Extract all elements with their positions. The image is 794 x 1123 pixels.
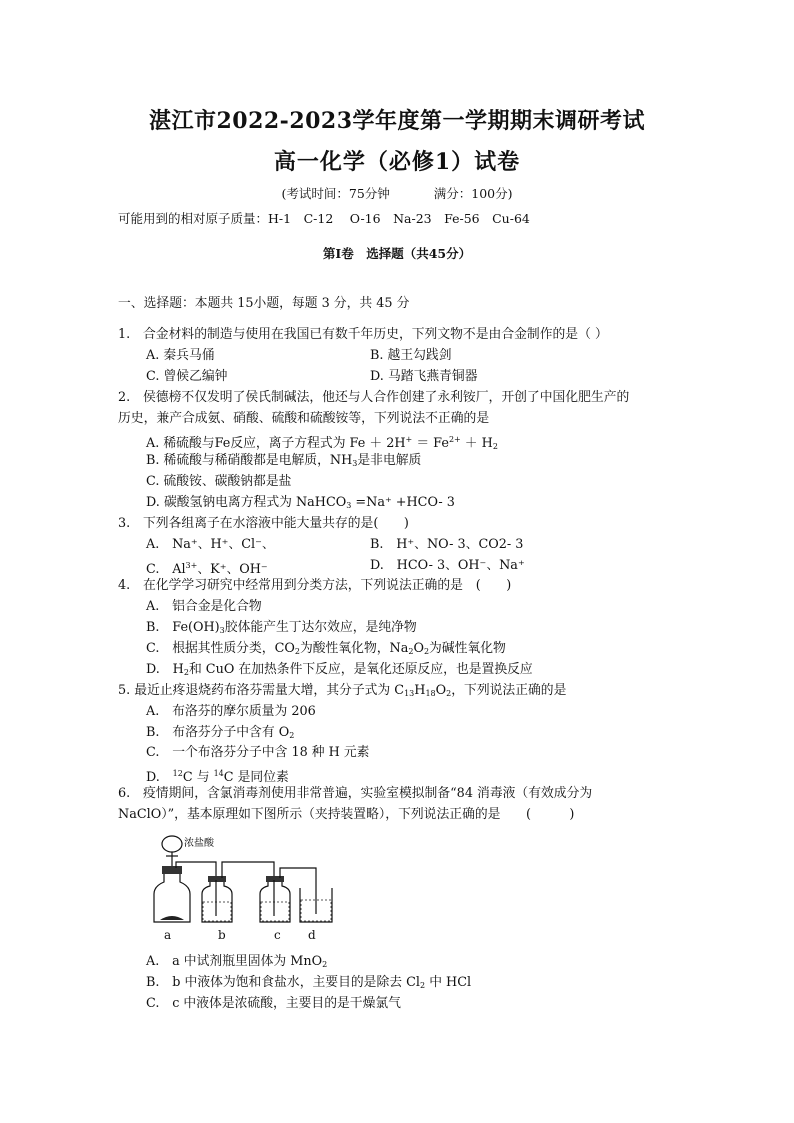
q3-option-d: D. HCO- 3、OH⁻、Na⁺ xyxy=(370,558,525,573)
label-d: d xyxy=(308,928,316,942)
q3-stem: 3. 下列各组离子在水溶液中能大量共存的是( ) xyxy=(118,516,409,531)
q2-a-text: ＝ Fe xyxy=(412,436,449,451)
tube-bc xyxy=(222,862,274,878)
q4-option-b xyxy=(146,619,417,640)
q5-stem-text: H xyxy=(414,683,426,698)
q2-d-text: =Na⁺ +HCO- 3 xyxy=(351,495,455,510)
q2-b-text: 是非电解质 xyxy=(357,453,422,468)
q1-option-d: D. 马踏飞燕青铜器 xyxy=(370,369,478,384)
sup: 3+ xyxy=(185,561,198,570)
q5-b-text: B. 布洛芬分子中含有 O xyxy=(146,725,290,740)
exam-subtitle: 高一化学（必修1）试卷 xyxy=(273,149,521,175)
q6-stem-line1: 6. 疫情期间，含氯消毒剂使用非常普遍，实验室模拟制备“84 消毒液（有效成分为 xyxy=(118,786,593,801)
section-instruction: 一、选择题：本题共 15小题，每题 3 分，共 45 分 xyxy=(118,296,410,311)
q5-option-b xyxy=(146,724,294,745)
sub: 2 xyxy=(183,668,189,677)
label-a: a xyxy=(164,928,172,942)
sub: 3 xyxy=(352,459,358,468)
q2-option-d xyxy=(146,494,455,515)
stopper-a xyxy=(162,866,182,874)
q6-b-text: 中 HCl xyxy=(425,975,472,990)
sub: 2 xyxy=(408,647,414,656)
liquid-b xyxy=(203,902,231,921)
q2-stem-line1: 2. 侯德榜不仅发明了侯氏制碱法，他还与人合作创建了永利铵厂，开创了中国化肥生产的 xyxy=(118,390,630,405)
q5-stem xyxy=(118,682,566,703)
q4-b-text: B. Fe(OH) xyxy=(146,620,220,635)
q1-stem: 1. 合金材料的制造与使用在我国已有数千年历史，下列文物不是由合金制作的是（ ） xyxy=(118,327,608,342)
sub: 2 xyxy=(492,442,498,451)
q6-a-text: A. a 中试剂瓶里固体为 MnO xyxy=(146,954,323,969)
q3-option-b: B. H⁺、NO- 3、CO2- 3 xyxy=(370,537,524,552)
diagram-label-hcl: 浓盐酸 xyxy=(184,838,214,849)
q4-b-text: 胶体能产生丁达尔效应，是纯净物 xyxy=(224,620,417,635)
sub: 2 xyxy=(420,981,426,990)
q4-option-d xyxy=(146,661,533,682)
q2-stem-line2: 历史，兼产合成氨、硝酸、硫酸和硫酸铵等，下列说法不正确的是 xyxy=(118,411,490,426)
q5-option-a: A. 布洛芬的摩尔质量为 206 xyxy=(146,704,316,719)
sup: + xyxy=(405,435,413,444)
tube-cd xyxy=(280,868,316,914)
label-b: b xyxy=(218,928,226,942)
exam-time: (考试时间：75分钟 xyxy=(281,186,390,201)
atomic-masses: 可能用到的相对原子质量：H-1 C-12 O-16 Na-23 Fe-56 Cu-64 xyxy=(118,211,530,226)
q2-a-text: ＋ H xyxy=(460,436,493,451)
q5-option-c: C. 一个布洛芬分子中含 18 种 H 元素 xyxy=(146,745,370,760)
q6-option-c: C. c 中液体是浓硫酸，主要目的是干燥氯气 xyxy=(146,996,401,1011)
sup: 12 xyxy=(172,769,183,778)
q2-d-text: D. 碳酸氢钠电离方程式为 NaHCO xyxy=(146,495,347,510)
q3-c-text: 、K⁺、OH⁻ xyxy=(197,562,268,577)
q4-d-text: D. H xyxy=(146,662,184,677)
q5-stem-text: 5. 最近止疼退烧药布洛芬需量大增，其分子式为 C xyxy=(118,683,405,698)
exam-title: 湛江市2022-2023学年度第一学期期末调研考试 xyxy=(148,108,646,134)
q5-d-text: D. xyxy=(146,770,173,785)
full-score: 满分：100分) xyxy=(433,186,513,201)
diagram-labels xyxy=(150,928,350,944)
solid-a xyxy=(160,916,184,920)
q1-option-a: A. 秦兵马俑 xyxy=(146,348,215,363)
sub: 2 xyxy=(294,647,300,656)
sub: 3 xyxy=(346,501,352,510)
q2-b-text: B. 稀硫酸与稀硝酸都是电解质，NH xyxy=(146,453,353,468)
q5-stem-text: ，下列说法正确的是 xyxy=(451,683,567,698)
q2-a-text: A. 稀硫酸与Fe反应，离子方程式为 Fe ＋ 2H xyxy=(146,436,406,451)
sub: 18 xyxy=(425,689,436,698)
sub: 3 xyxy=(219,626,225,635)
q3-option-a: A. Na⁺、H⁺、Cl⁻、 xyxy=(146,537,275,552)
q4-d-text: 和 CuO 在加热条件下反应，是氧化还原反应，也是置换反应 xyxy=(188,662,533,677)
q5-d-text: C 是同位素 xyxy=(223,770,289,785)
q5-option-d xyxy=(146,765,289,787)
q4-c-text: O xyxy=(413,641,424,656)
label-c: c xyxy=(274,928,281,942)
sup: 14 xyxy=(213,769,224,778)
q1-option-c: C. 曾候乙编钟 xyxy=(146,369,228,384)
sup: 2+ xyxy=(448,435,461,444)
sub: 13 xyxy=(404,689,415,698)
q4-c-text: C. 根据其性质分类，CO xyxy=(146,641,295,656)
funnel-bulb xyxy=(162,836,182,852)
flask-a xyxy=(154,874,190,922)
q4-c-text: 为酸性氧化物，Na xyxy=(299,641,409,656)
q2-option-b xyxy=(146,452,421,473)
sub: 2 xyxy=(446,689,452,698)
sub: 2 xyxy=(289,731,295,740)
q5-d-text: C 与 xyxy=(182,770,214,785)
stopper-b xyxy=(208,876,226,882)
q3-option-c xyxy=(146,557,268,579)
q3-c-text: C. Al xyxy=(146,562,186,577)
stopper-c xyxy=(266,876,284,882)
q4-option-c xyxy=(146,640,506,661)
q4-stem: 4. 在化学学习研究中经常用到分类方法，下列说法正确的是 ( ) xyxy=(118,578,512,593)
section-title: 第Ⅰ卷 选择题（共45分） xyxy=(322,246,472,261)
q5-stem-text: O xyxy=(435,683,447,698)
apparatus-diagram xyxy=(150,832,340,940)
q6-option-b xyxy=(146,974,471,995)
sub: 2 xyxy=(423,647,430,656)
q2-option-c: C. 硫酸铵、碳酸钠都是盐 xyxy=(146,474,292,489)
q6-stem-line2: NaClO）”，基本原理如下图所示（夹持装置略），下列说法正确的是 ( ) xyxy=(118,807,575,822)
q6-option-a xyxy=(146,953,327,974)
liquid-c xyxy=(261,902,289,921)
exam-info xyxy=(0,184,794,202)
q4-option-a: A. 铝合金是化合物 xyxy=(146,599,262,614)
q6-b-text: B. b 中液体为饱和食盐水，主要目的是除去 Cl xyxy=(146,975,421,990)
sub: 2 xyxy=(322,960,328,969)
q4-c-text: 为碱性氧化物 xyxy=(429,641,506,656)
q1-option-b: B. 越王勾践剑 xyxy=(370,348,452,363)
